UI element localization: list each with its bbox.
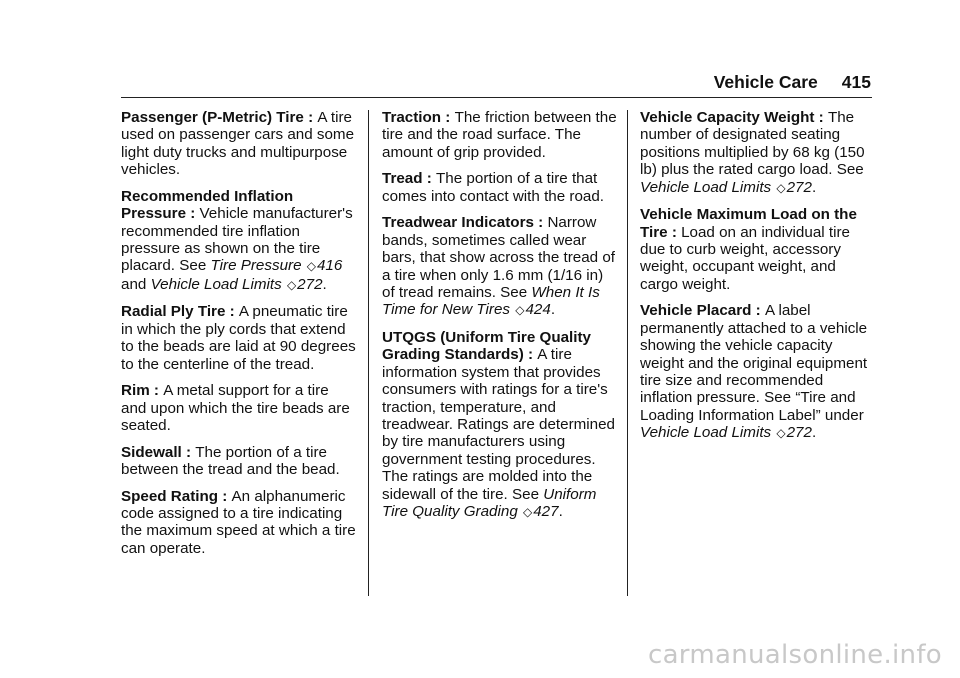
glossary-definition: Narrow bands, sometimes called wear bars, that show across the tread of a tire when only 1.6 mm (1/16 in) of tread remains. See [382, 214, 615, 302]
column-1 [121, 109, 357, 566]
page-reference[interactable]: 416 [316, 257, 343, 275]
glossary-definition: The friction between the tire and the road surface. The amount of grip provided. [382, 109, 617, 161]
glossary-definition: The number of designated seating positions multiplied by 68 kg (150 lb) plus the rated cargo load. See [640, 109, 865, 179]
cross-reference-link[interactable]: When It Is Time for New Tires [382, 284, 600, 319]
glossary-entry: Rim : A metal support for a tire and upon which the tire beads are seated. [121, 382, 350, 435]
section-title: Vehicle Care [713, 72, 818, 92]
page-reference-icon: ◇ [515, 303, 525, 318]
column-divider [368, 110, 369, 596]
cross-reference-link[interactable]: Vehicle Load Limits [640, 424, 772, 442]
glossary-term: Radial Ply Tire [121, 303, 226, 321]
glossary-entry: Speed Rating : An alphanumeric code assigned to a tire indicating the maximum speed at which a tire can operate. [121, 487, 356, 557]
glossary-entry: Passenger (P-Metric) Tire : A tire used on passenger cars and some light duty trucks and multipurpose vehicles. [121, 109, 355, 179]
column-2 [382, 109, 618, 531]
page-reference[interactable]: 427 [533, 503, 559, 521]
glossary-definition: The portion of a tire between the tread and the bead. [121, 443, 340, 479]
glossary-term: Speed Rating [121, 487, 219, 505]
page-reference[interactable]: 424 [525, 301, 551, 319]
glossary-entry: Vehicle Capacity Weight : The number of designated seating positions multiplied by 68 kg (150 lb) plus the rated cargo load. See Vehicle Load Limits ◇272. [640, 109, 865, 196]
glossary-entry: Tread : The portion of a tire that comes into contact with the road. [382, 170, 605, 205]
glossary-entry: Sidewall : The portion of a tire between the tread and the bead. [121, 443, 340, 479]
glossary-entry: Traction : The friction between the tire and the road surface. The amount of grip provided. [382, 109, 617, 161]
glossary-term: Recommended Inflation Pressure [121, 187, 294, 223]
glossary-entry: Radial Ply Tire : A pneumatic tire in which the ply cords that extend to the beads are laid at 90 degrees to the centerline of the tread. [121, 303, 356, 373]
page-number: 415 [841, 72, 871, 92]
glossary-definition: An alphanumeric code assigned to a tire indicating the maximum speed at which a tire can operate. [121, 487, 356, 557]
glossary-term: Vehicle Capacity Weight [640, 109, 815, 126]
glossary-entry: UTQGS (Uniform Tire Quality Grading Standards) : A tire information system that provides consumers with ratings for a tire's traction, temperature, and treadwear. Ratings are determined by tire manufacturers using government testing procedures. The ratings are molded into the sidewall of the tire. See Uniform Tire Quality Grading ◇427. [382, 329, 616, 521]
column-divider [627, 110, 628, 596]
glossary-definition: A pneumatic tire in which the ply cords that extend to the beads are laid at 90 degrees to the centerline of the tread. [121, 303, 356, 373]
glossary-term: Passenger (P-Metric) Tire [121, 109, 304, 126]
column-3 [640, 109, 876, 452]
page-reference-icon: ◇ [776, 180, 786, 195]
page-reference[interactable]: 272 [786, 424, 812, 442]
page-reference[interactable]: 272 [297, 275, 323, 293]
glossary-term: Rim [121, 382, 150, 400]
glossary-term: Sidewall [121, 443, 182, 461]
glossary-definition: A label permanently attached to a vehicle showing the vehicle capacity weight and the original equipment tire size and recommended inflation pressure. See “Tire and Loading Information Label” under [640, 302, 868, 424]
page-reference-icon: ◇ [306, 259, 316, 274]
cross-reference-link[interactable]: Vehicle Load Limits [150, 275, 282, 293]
page-reference-icon: ◇ [523, 505, 533, 520]
glossary-definition: A metal support for a tire and upon which the tire beads are seated. [121, 382, 350, 435]
glossary-term: Vehicle Maximum Load on the Tire [640, 206, 857, 241]
watermark: carmanualsonline.info [647, 640, 942, 670]
glossary-entry: Vehicle Placard : A label permanently attached to a vehicle showing the vehicle capacity weight and the original equipment tire size and recommended inflation pressure. See “Tire and Loading Information Label” under Vehicle Load Limits ◇272. [640, 302, 868, 442]
cross-reference-link[interactable]: Vehicle Load Limits [640, 178, 772, 196]
glossary-term: Traction [382, 109, 442, 126]
glossary-definition: The portion of a tire that comes into contact with the road. [382, 170, 605, 205]
cross-reference-link[interactable]: Tire Pressure [210, 257, 302, 275]
page-reference[interactable]: 272 [786, 178, 812, 196]
glossary-entry: Treadwear Indicators : Narrow bands, sometimes called wear bars, that show across the tread of a tire when only 1.6 mm (1/16 in) of tread remains. See When It Is Time for New Tires ◇424. [382, 214, 615, 319]
page-header [714, 72, 871, 93]
glossary-entry: Vehicle Maximum Load on the Tire : Load on an individual tire due to curb weight, accessory weight, occupant weight, and cargo weight. [640, 206, 857, 293]
glossary-definition: A tire information system that provides consumers with ratings for a tire's traction, temperature, and treadwear. Ratings are determined by tire manufacturers using government testing procedures. The ratings are molded into the sidewall of the tire. See [382, 346, 616, 503]
glossary-term: Vehicle Placard [640, 302, 752, 320]
glossary-entry: Recommended Inflation Pressure : Vehicle manufacturer's recommended tire inflation pressure as shown on the tire placard. See Tire Pressure ◇416 and Vehicle Load Limits ◇272. [121, 187, 353, 293]
glossary-term: UTQGS (Uniform Tire Quality Grading Standards) [382, 329, 591, 364]
glossary-definition: Load on an individual tire due to curb weight, accessory weight, occupant weight, and cargo weight. [640, 223, 850, 293]
glossary-definition: Vehicle manufacturer's recommended tire inflation pressure as shown on the tire placard. See [121, 205, 353, 275]
glossary-definition: A tire used on passenger cars and some light duty trucks and multipurpose vehicles. [121, 109, 355, 179]
page-reference-icon: ◇ [776, 426, 786, 441]
glossary-term: Treadwear Indicators [382, 214, 534, 232]
page-reference-icon: ◇ [286, 277, 297, 292]
header-rule [121, 97, 872, 98]
cross-reference-link[interactable]: Uniform Tire Quality Grading [382, 485, 597, 521]
glossary-term: Tread [382, 170, 423, 188]
